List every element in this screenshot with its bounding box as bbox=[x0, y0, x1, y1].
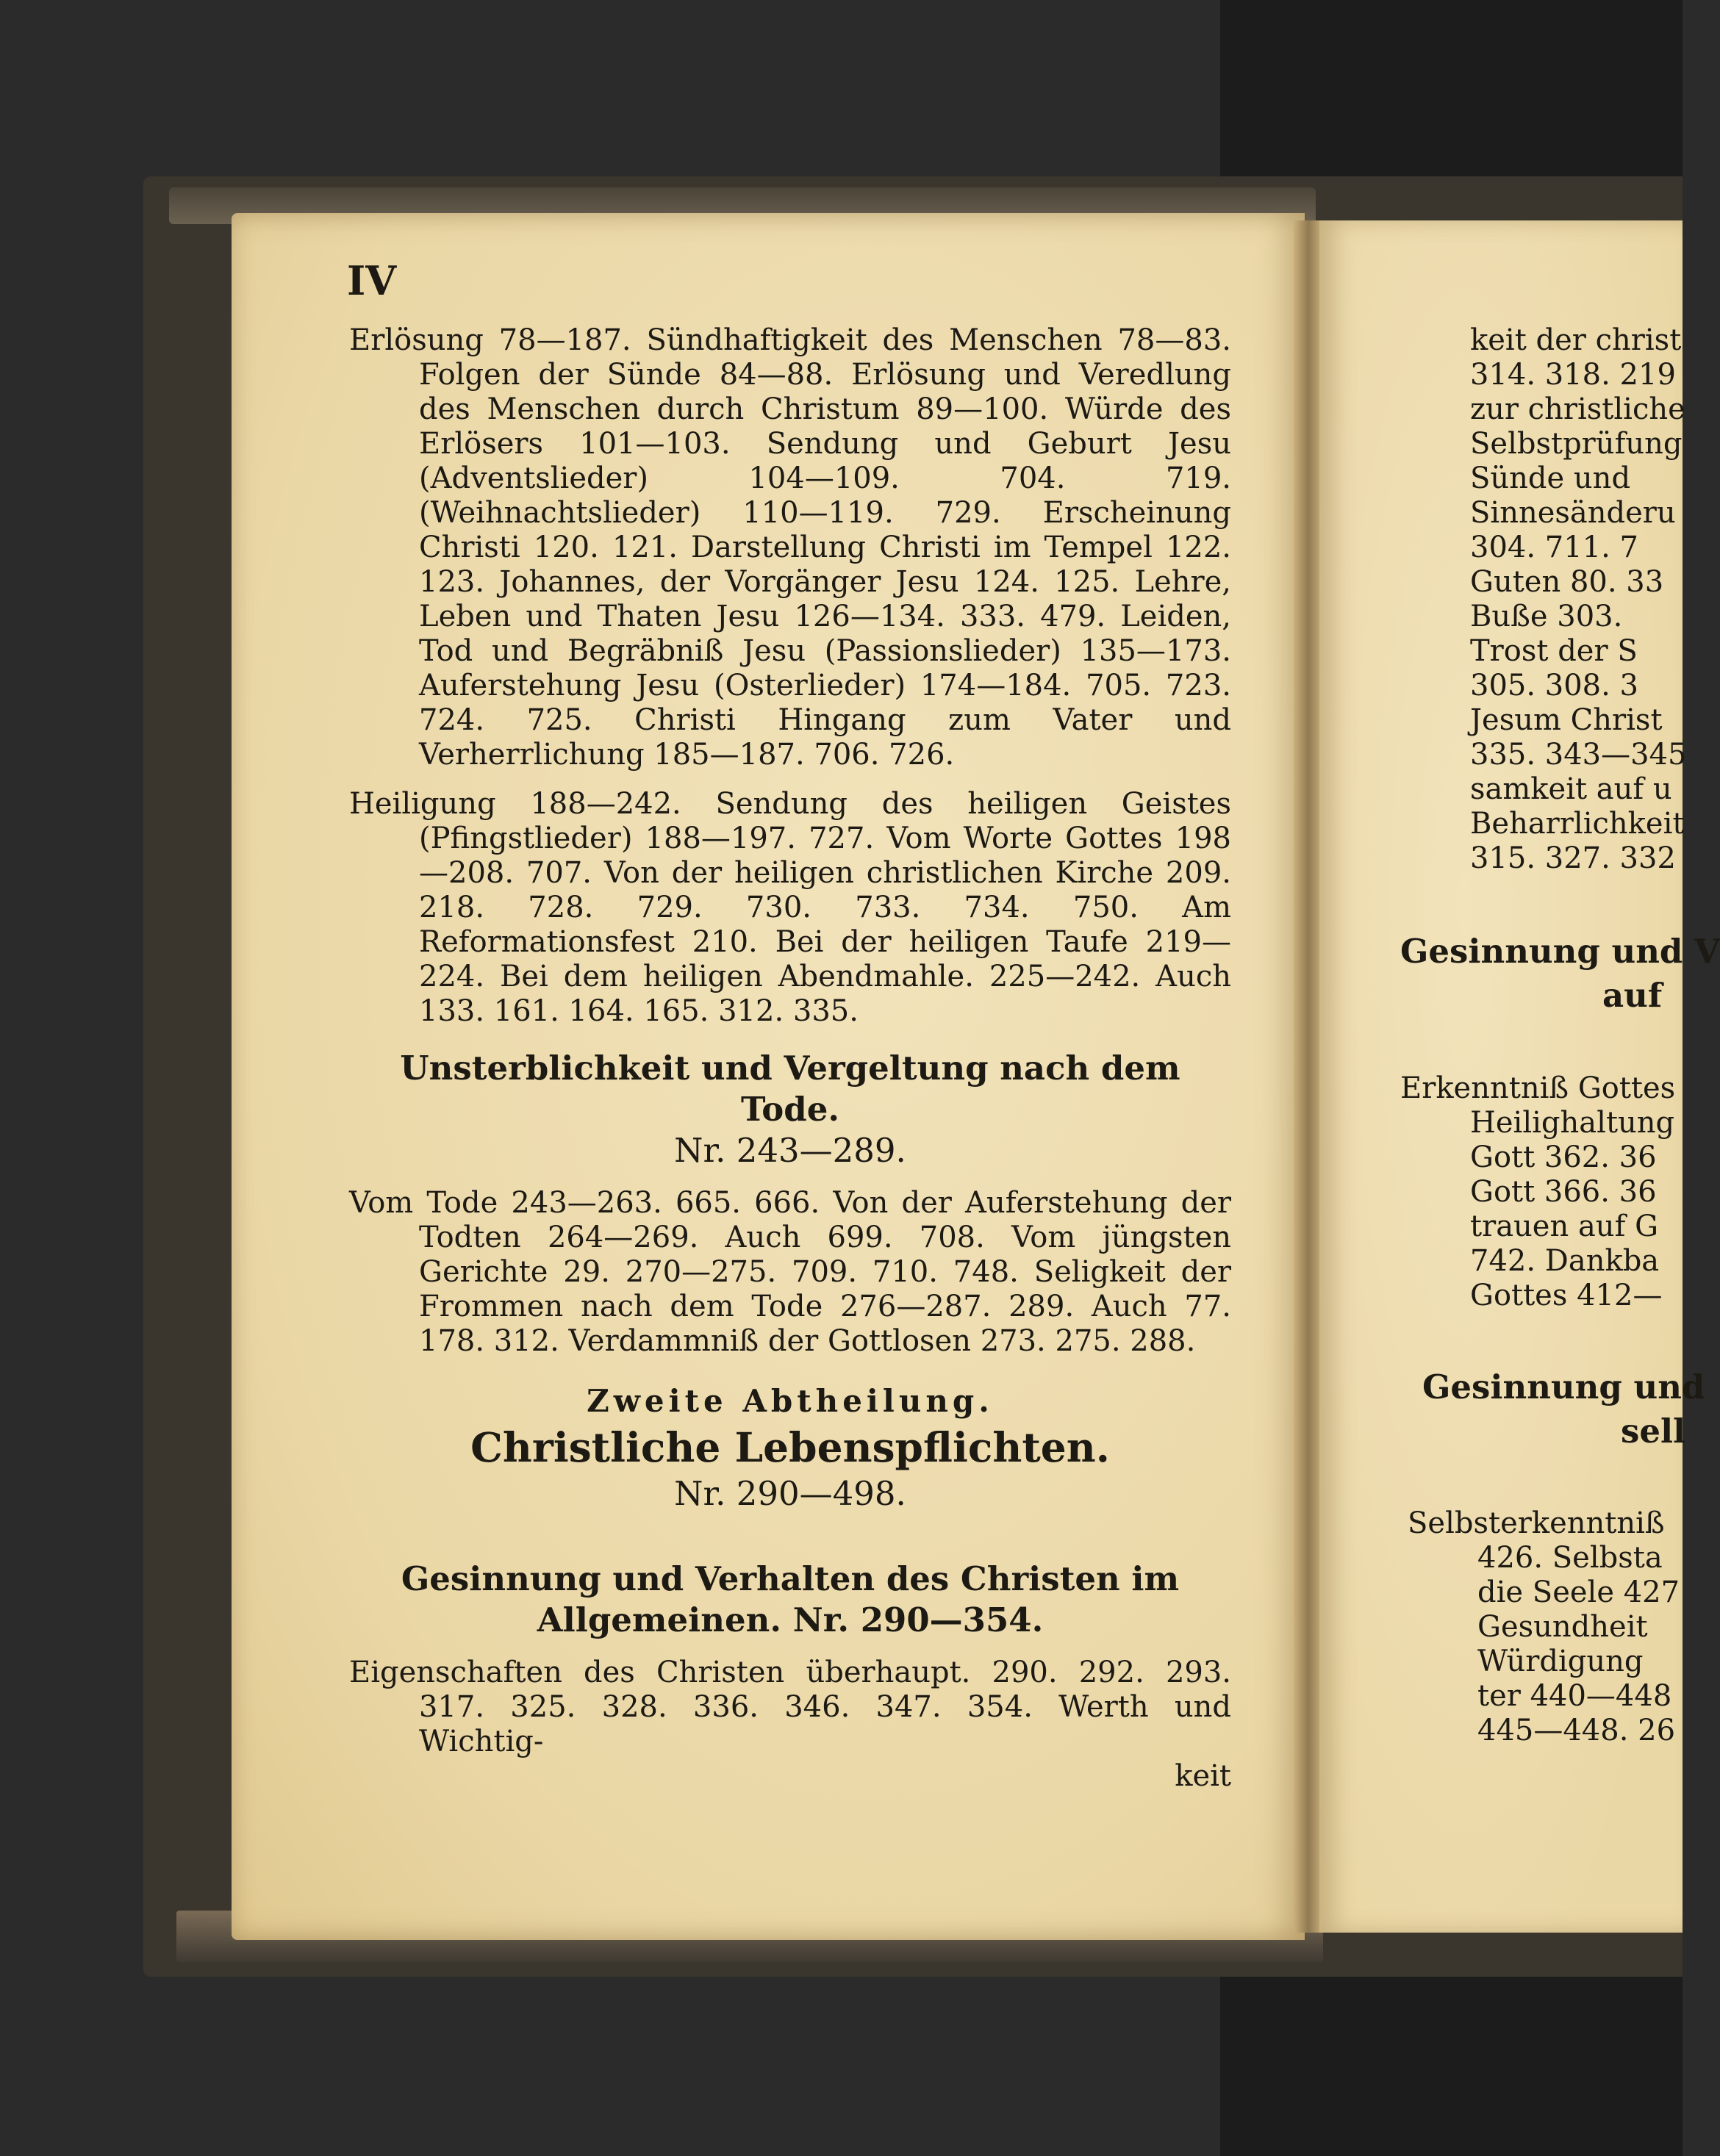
division-range: Nr. 290—498. bbox=[674, 1474, 906, 1513]
text-line: 742. Dankba bbox=[1470, 1244, 1660, 1278]
text-line: zur christliche bbox=[1470, 392, 1685, 426]
division-label: Zweite Abtheilung. bbox=[587, 1383, 994, 1419]
text-line: Selbsterkenntniß bbox=[1408, 1506, 1665, 1540]
text-line: Guten 80. 33 bbox=[1470, 565, 1664, 599]
section-unsterblichkeit bbox=[349, 1048, 1231, 1171]
section-gesinnung bbox=[349, 1559, 1231, 1641]
heading-line: Gesinnung und V bbox=[1400, 932, 1720, 971]
text-line: keit der christ bbox=[1470, 323, 1682, 357]
text-line: 445—448. 26 bbox=[1477, 1714, 1676, 1747]
entry-heiligung: Heiligung 188—242. Sendung des heiligen Geistes (Pfingstlieder) 188—197. 727. Vom Worte Gottes 198—208. 707. Von der heiligen christlichen Kirche 209. 218. 728. 729. 730. 733. 734. 750. Am Reformationsfest 210. Bei der heiligen Taufe 219—224. Bei dem heiligen Abendmahle. 225—242. Auch 133. 161. 164. 165. 312. 335. bbox=[349, 787, 1231, 1028]
text-line: Erkenntniß Gottes bbox=[1400, 1071, 1676, 1105]
text-line: Gott 362. 36 bbox=[1470, 1140, 1657, 1174]
text-line: 426. Selbsta bbox=[1477, 1541, 1663, 1575]
text-line: Würdigung bbox=[1477, 1645, 1644, 1678]
text-line: Jesum Christ bbox=[1470, 703, 1663, 737]
text-line: samkeit auf u bbox=[1470, 772, 1672, 806]
heading-line: sell bbox=[1621, 1412, 1686, 1451]
entry-eigenschaften: Eigenschaften des Christen überhaupt. 290. 292. 293. 317. 325. 328. 336. 346. 347. 354. Werth und Wichtig- bbox=[349, 1656, 1231, 1758]
heading-line: Gesinnung und bbox=[1422, 1368, 1705, 1406]
text-line: Gesundheit bbox=[1477, 1610, 1648, 1644]
right-block-2 bbox=[1400, 1071, 1683, 1313]
text-line: 314. 318. 219 bbox=[1470, 358, 1676, 392]
section-title: Unsterblichkeit und Vergeltung nach dem Tode. bbox=[400, 1049, 1180, 1129]
division-title: Christliche Lebenspflichten. bbox=[470, 1423, 1110, 1471]
left-column bbox=[349, 323, 1231, 1794]
text-line: Gottes 412— bbox=[1470, 1279, 1663, 1312]
page-number: IV bbox=[347, 257, 397, 304]
text-line: 305. 308. 3 bbox=[1470, 669, 1639, 703]
right-block-3 bbox=[1408, 1506, 1683, 1748]
right-column bbox=[1470, 323, 1687, 876]
text-line: 315. 327. 332 bbox=[1470, 841, 1676, 875]
text-line: Selbstprüfung bbox=[1470, 427, 1683, 461]
text-line: ter 440—448 bbox=[1477, 1679, 1672, 1713]
text-line: die Seele 427 bbox=[1477, 1575, 1680, 1609]
entry-vom-tode: Vom Tode 243—263. 665. 666. Von der Auferstehung der Todten 264—269. Auch 699. 708. Vom jüngsten Gerichte 29. 270—275. 709. 710. 748. Seligkeit der Frommen nach dem Tode 276—287. 289. Auch 77. 178. 312. Verdammniß der Gottlosen 273. 275. 288. bbox=[349, 1186, 1231, 1358]
catchword: keit bbox=[1175, 1759, 1231, 1793]
heading-line: auf bbox=[1602, 976, 1663, 1015]
text-line: trauen auf G bbox=[1470, 1210, 1659, 1243]
right-heading-1 bbox=[1400, 930, 1720, 1018]
text-line: 304. 711. 7 bbox=[1470, 531, 1639, 564]
text-line: Sünde und bbox=[1470, 461, 1631, 495]
right-block-1 bbox=[1470, 323, 1687, 876]
text-line: Trost der S bbox=[1470, 634, 1638, 668]
section-title: Gesinnung und Verhalten des Christen im Allgemeinen. Nr. 290—354. bbox=[401, 1559, 1180, 1639]
text-line: Gott 366. 36 bbox=[1470, 1175, 1657, 1209]
text-line: Sinnesänderu bbox=[1470, 496, 1676, 530]
text-line: Buße 303. bbox=[1470, 600, 1623, 633]
section-zweite-abtheilung bbox=[349, 1381, 1231, 1514]
section-range: Nr. 243—289. bbox=[674, 1131, 906, 1170]
text-line: Heilighaltung bbox=[1470, 1106, 1675, 1140]
text-line: Beharrlichkeit bbox=[1470, 807, 1685, 841]
book-gutter bbox=[1294, 220, 1323, 1933]
right-heading-2 bbox=[1422, 1365, 1705, 1453]
text-line: 335. 343—345 bbox=[1470, 738, 1687, 772]
entry-erloesung: Erlösung 78—187. Sündhaftigkeit des Menschen 78—83. Folgen der Sünde 84—88. Erlösung und Veredlung des Menschen durch Christum 89—100. Würde des Erlösers 101—103. Sendung und Geburt Jesu (Adventslieder) 104—109. 704. 719. (Weihnachtslieder) 110—119. 729. Erscheinung Christi 120. 121. Darstellung Christi im Tempel 122. 123. Johannes, der Vorgänger Jesu 124. 125. Lehre, Leben und Thaten Jesu 126—134. 333. 479. Leiden, Tod und Begräbniß Jesu (Passionslieder) 135—173. Auferstehung Jesu (Osterlieder) 174—184. 705. 723. 724. 725. Christi Hingang zum Vater und Verherrlichung 185—187. 706. 726. bbox=[349, 323, 1231, 772]
